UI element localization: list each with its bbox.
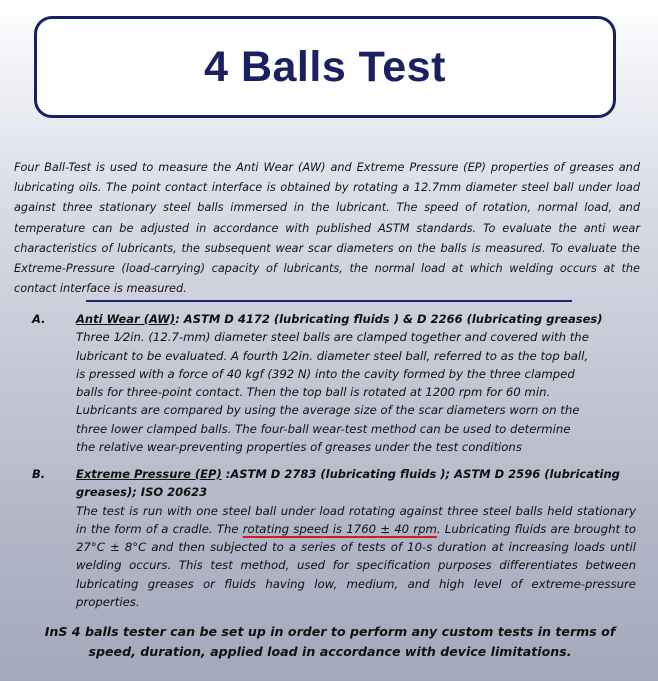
section-extreme-pressure xyxy=(32,465,636,611)
section-a-body xyxy=(76,328,632,456)
page-title: 4 Balls Test xyxy=(204,42,446,91)
section-a-letter: A. xyxy=(32,312,46,326)
section-b-heading-line2: greases); ISO 20623 xyxy=(76,485,208,500)
section-a-line: lubricant to be evaluated. A fourth 1⁄2in. diameter steel ball, referred to as the top ball, xyxy=(76,348,589,363)
section-b-body-end: . Lubricating fluids are brought to 27°C ± 8°C and then subjected to a series of tests of 10-s duration at increasing loads until welding occurs. This test method, used for specification purposes differentiates between lubricating greases or fluids having low, medium, and high level of extreme-pressure properties. xyxy=(76,521,636,610)
section-b-body-start: The test is run with one steel ball under load rotating against three steel balls held stationary in the form of a cradle. The xyxy=(76,503,636,536)
section-a-line: the relative wear-preventing properties of greases under the test conditions xyxy=(76,440,522,455)
footer-line-2: speed, duration, applied load in accordance with device limitations. xyxy=(88,644,572,659)
footer-note xyxy=(40,622,620,662)
section-a-heading-standards: : ASTM D 4172 (lubricating fluids ) & D 2266 (lubricating greases) xyxy=(175,312,603,326)
section-b-heading xyxy=(76,465,632,502)
section-b-heading-standards: :ASTM D 2783 (lubricating fluids ); ASTM D 2596 (lubricating xyxy=(221,467,620,481)
footer-line-1: InS 4 balls tester can be set up in order to perform any custom tests in terms of xyxy=(44,624,616,639)
section-divider xyxy=(86,300,572,302)
intro-paragraph: Four Ball-Test is used to measure the Anti Wear (AW) and Extreme Pressure (EP) properties of greases and lubricating oils. The point contact interface is obtained by rotating a 12.7mm diameter steel ball under load against three stationary steel balls immersed in the lubricant. The speed of rotation, normal load, and temperature can be adjusted in accordance with published ASTM standards. To evaluate the anti wear characteristics of lubricants, the subsequent wear scar diameters on the balls is measured. To evaluate the Extreme-Pressure (load-carrying) capacity of lubricants, the normal load at which welding occurs at the contact interface is measured. xyxy=(14,161,640,296)
section-b-body xyxy=(76,502,636,612)
section-a-line: Three 1⁄2in. (12.7-mm) diameter steel balls are clamped together and covered with the xyxy=(76,330,589,345)
title-box xyxy=(34,16,616,118)
section-a-line: is pressed with a force of 40 kgf (392 N) into the cavity formed by the three clamped xyxy=(76,366,575,381)
section-a-line: Lubricants are compared by using the average size of the scar diameters worn on the xyxy=(76,403,580,418)
section-b-heading-title: Extreme Pressure (EP) xyxy=(76,467,222,481)
section-a-heading xyxy=(76,310,632,328)
rotating-speed-highlight: rotating speed is 1760 ± 40 rpm xyxy=(242,521,437,536)
section-a-line: three lower clamped balls. The four-ball wear-test method can be used to determine xyxy=(76,421,571,436)
section-a-heading-title: Anti Wear (AW) xyxy=(76,312,176,326)
section-anti-wear xyxy=(32,310,632,456)
section-a-line: balls for three-point contact. Then the top ball is rotated at 1200 rpm for 60 min. xyxy=(76,385,551,400)
section-b-letter: B. xyxy=(32,467,46,481)
